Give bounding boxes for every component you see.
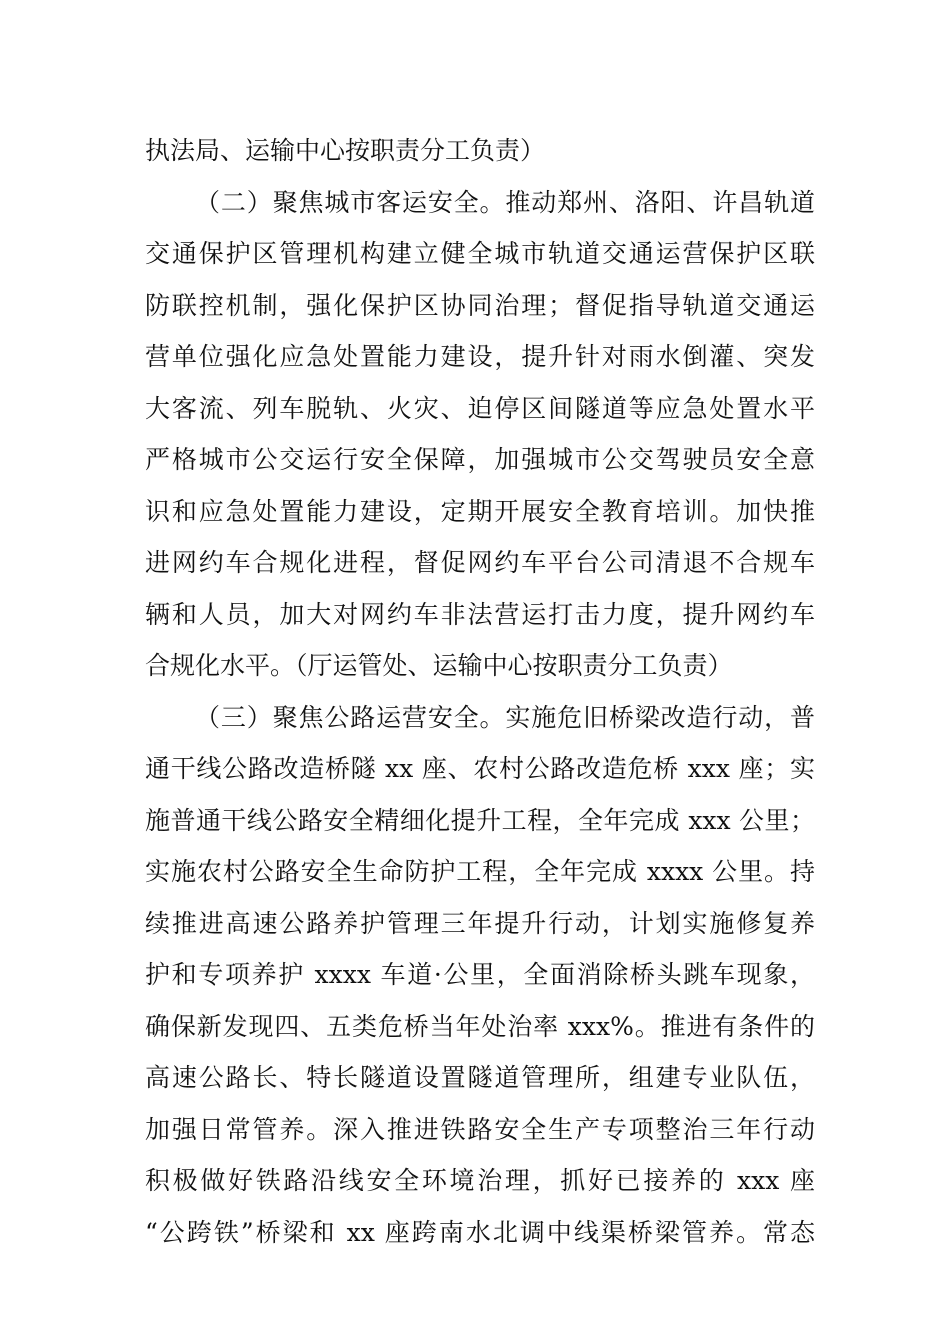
text-line: 高速公路长、特长隧道设置隧道管理所，组建专业队伍，: [145, 1063, 815, 1092]
text-line: 进网约车合规化进程，督促网约车平台公司清退不合规车: [145, 548, 815, 577]
text-line: 识和应急处置能力建设，定期开展安全教育培训。加快推: [145, 496, 815, 526]
text-line: 大客流、列车脱轨、火灾、迫停区间隧道等应急处置水平: [145, 393, 815, 423]
text-line: 实施农村公路安全生命防护工程，全年完成 xxxx 公里。持: [145, 857, 815, 886]
text-line: 积极做好铁路沿线安全环境治理，抓好已接养的 xxx 座: [145, 1166, 815, 1195]
text-line: 防联控机制，强化保护区协同治理；督促指导轨道交通运: [145, 290, 815, 320]
text-line: 合规化水平。（厅运管处、运输中心按职责分工负责）: [145, 651, 733, 680]
text-line: 护和专项养护 xxxx 车道·公里，全面消除桥头跳车现象，: [145, 960, 815, 989]
text-line: 严格城市公交运行安全保障，加强城市公交驾驶员安全意: [145, 445, 815, 474]
text-line: （三）聚焦公路运营安全。实施危旧桥梁改造行动，普: [195, 702, 815, 732]
text-line: 续推进高速公路养护管理三年提升行动，计划实施修复养: [145, 908, 815, 938]
text-line: 确保新发现四、五类危桥当年处治率 xxx%。推进有条件的: [145, 1011, 815, 1041]
text-line: 营单位强化应急处置能力建设，提升针对雨水倒灌、突发: [145, 342, 815, 371]
body-text: [145, 125, 815, 1258]
text-line: （二）聚焦城市客运安全。推动郑州、洛阳、许昌轨道: [195, 187, 815, 217]
text-line: “公跨铁”桥梁和 xx 座跨南水北调中线渠桥梁管养。常态: [145, 1217, 815, 1247]
text-line: 辆和人员，加大对网约车非法营运打击力度，提升网约车: [145, 599, 815, 629]
text-line: 交通保护区管理机构建立健全城市轨道交通运营保护区联: [145, 239, 815, 268]
text-line: 加强日常管养。深入推进铁路安全生产专项整治三年行动: [145, 1114, 815, 1144]
text-line: 通干线公路改造桥隧 xx 座、农村公路改造危桥 xxx 座；实: [145, 754, 815, 783]
text-line: 执法局、运输中心按职责分工负责）: [145, 136, 546, 165]
text-line: 施普通干线公路安全精细化提升工程，全年完成 xxx 公里；: [145, 805, 815, 835]
